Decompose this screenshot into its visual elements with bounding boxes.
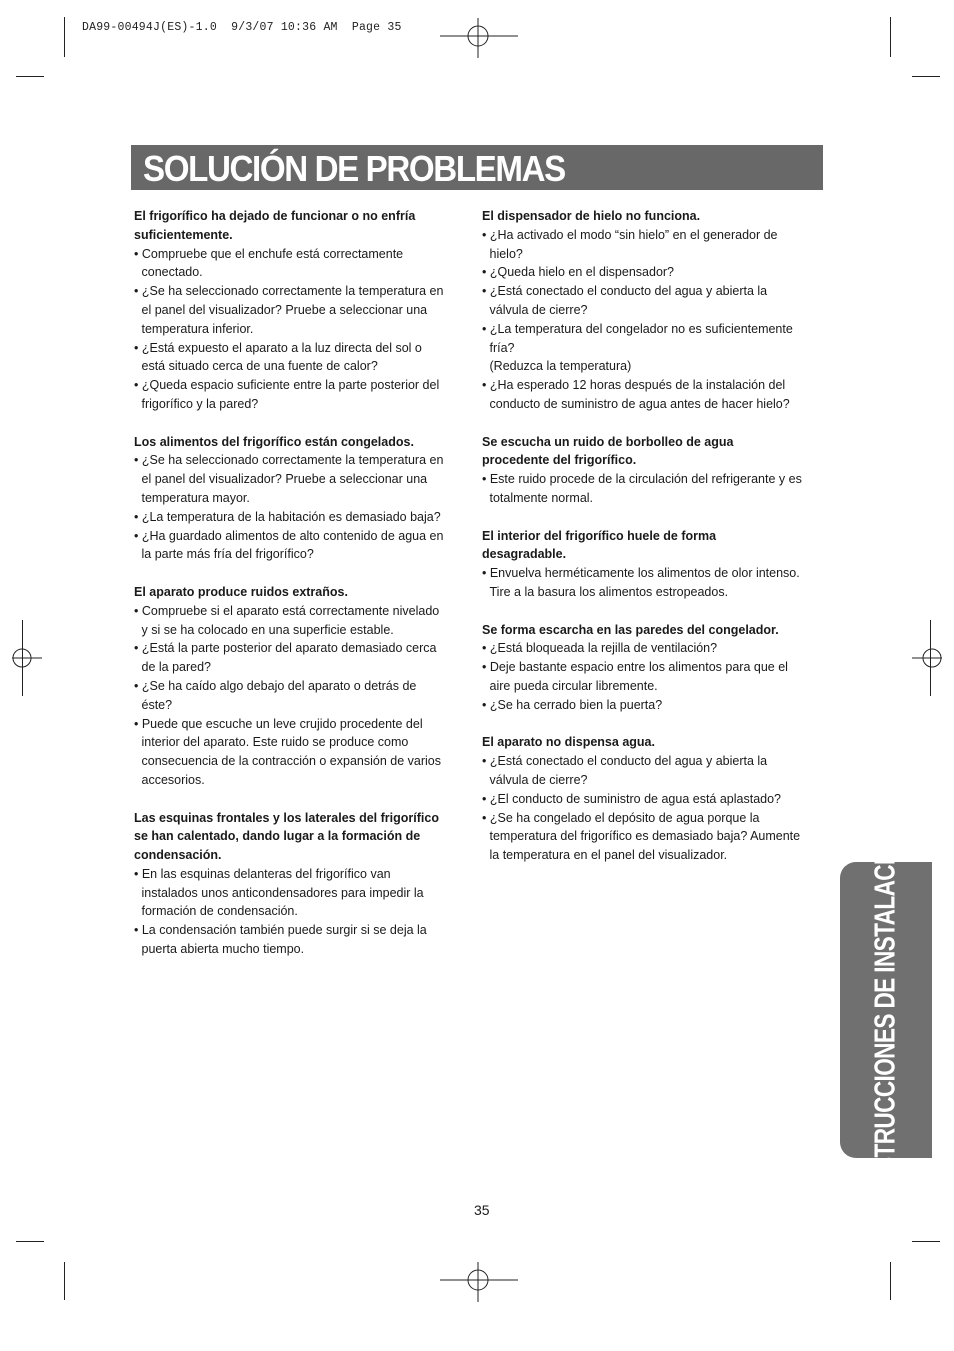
troubleshoot-section [482, 433, 802, 508]
list-item: • ¿Queda espacio suficiente entre la parte posterior del frigorífico y la pared? [134, 378, 440, 411]
list-item: • ¿Se ha seleccionado correctamente la temperatura en el panel del visualizador? Pruebe a seleccionar una temperatura mayor. [134, 453, 444, 505]
section-title: El frigorífico ha dejado de funcionar o no enfría suficientemente. [134, 209, 416, 242]
list-item: • ¿La temperatura del congelador no es suficientemente fría? [482, 321, 793, 355]
crop-mark [912, 76, 940, 77]
list-item: • ¿Se ha seleccionado correctamente la temperatura en el panel del visualizador? Pruebe a seleccionar una temperatura inferior. [134, 284, 444, 336]
section-title: Los alimentos del frigorífico están congelados. [134, 434, 414, 449]
troubleshoot-section [482, 527, 802, 602]
side-tab-label: INSTRUCCIONES DE INSTALACIÓN [869, 826, 902, 1194]
troubleshoot-section [134, 809, 444, 959]
left-column [134, 207, 444, 978]
list-item: • Deje bastante espacio entre los alimentos para que el aire pueda circular libremente. [482, 660, 788, 693]
list-item: • ¿La temperatura de la habitación es demasiado baja? [134, 509, 441, 524]
list-item: • ¿Está conectado el conducto del agua y abierta la válvula de cierre? [482, 284, 768, 317]
crop-mark [912, 1241, 940, 1242]
crop-mark [890, 1262, 891, 1300]
section-title: El dispensador de hielo no funciona. [482, 209, 701, 223]
list-item: • Este ruido procede de la circulación del refrigerante y es totalmente normal. [482, 472, 802, 505]
list-item: • ¿Se ha caído algo debajo del aparato o detrás de éste? [134, 678, 417, 712]
crop-mark [64, 1262, 65, 1300]
list-item: • ¿Está expuesto el aparato a la luz directa del sol o está situado cerca de una fuente de calor? [134, 340, 422, 374]
list-item: • ¿Ha activado el modo “sin hielo” en el generador de hielo? [482, 227, 778, 261]
registration-mark-icon [912, 640, 942, 676]
crop-mark [16, 76, 44, 77]
side-tab [840, 826, 932, 1194]
section-title: El aparato no dispensa agua. [482, 735, 655, 750]
list-item: • La condensación también puede surgir si se deja la puerta abierta mucho tiempo. [134, 923, 427, 957]
list-item: • ¿Se ha congelado el depósito de agua porque la temperatura del frigorífico es demasiado baja? Aumente la temperatura en el panel del visualizador. [482, 810, 801, 863]
crop-mark [64, 17, 65, 57]
list-item: • ¿Está conectado el conducto del agua y abierta la válvula de cierre? [482, 754, 768, 787]
page-title: SOLUCIÓN DE PROBLEMAS [143, 148, 565, 189]
registration-mark-icon [440, 1262, 518, 1302]
troubleshoot-section [134, 207, 444, 414]
list-item: • Compruebe si el aparato está correctamente nivelado y si se ha colocado en una superficie estable. [134, 603, 440, 637]
list-item: • ¿Ha esperado 12 horas después de la instalación del conducto de suministro de agua antes de hacer hielo? [482, 378, 790, 411]
list-item: • ¿Está la parte posterior del aparato demasiado cerca de la pared? [134, 641, 437, 675]
list-item: • ¿Ha guardado alimentos de alto contenido de agua en la parte más fría del frigorífico? [134, 528, 444, 562]
list-item: • ¿Está bloqueada la rejilla de ventilación? [482, 641, 718, 656]
title-bar [131, 145, 823, 190]
section-title: Se escucha un ruido de borbolleo de agua procedente del frigorífico. [482, 434, 734, 468]
page-number: 35 [474, 1202, 490, 1218]
troubleshoot-section [482, 621, 802, 715]
print-header: DA99-00494J(ES)-1.0 9/3/07 10:36 AM Page 35 [82, 21, 402, 34]
section-title: Las esquinas frontales y los laterales del frigorífico se han calentado, dando lugar a la formación de condensación. [134, 810, 439, 863]
list-item: • ¿Se ha cerrado bien la puerta? [482, 697, 663, 712]
section-title: Se forma escarcha en las paredes del congelador. [482, 622, 779, 637]
crop-mark [16, 1241, 44, 1242]
right-column [482, 207, 802, 884]
list-item: • Compruebe que el enchufe está correctamente conectado. [134, 246, 404, 280]
registration-mark-icon [440, 18, 518, 58]
registration-mark-icon [12, 640, 42, 676]
list-item: • En las esquinas delanteras del frigorífico van instalados unos anticondensadores para impedir la formación de condensación. [134, 866, 424, 919]
list-item: • ¿El conducto de suministro de agua está aplastado? [482, 791, 782, 806]
troubleshoot-section [482, 207, 802, 414]
list-item: • Puede que escuche un leve crujido procedente del interior del aparato. Este ruido se produce como consecuencia de la contracción o expansión de varios accesorios. [134, 716, 441, 787]
troubleshoot-section [134, 433, 444, 565]
section-title: El aparato produce ruidos extraños. [134, 584, 348, 599]
crop-mark [890, 17, 891, 57]
troubleshoot-section [482, 733, 802, 865]
list-item: • ¿Queda hielo en el dispensador? [482, 265, 675, 280]
list-item: • Envuelva herméticamente los alimentos de olor intenso. Tire a la basura los alimentos estropeados. [482, 566, 800, 599]
item-note: (Reduzca la temperatura) [489, 359, 632, 374]
troubleshoot-section [134, 583, 444, 790]
section-title: El interior del frigorífico huele de forma desagradable. [482, 528, 717, 562]
